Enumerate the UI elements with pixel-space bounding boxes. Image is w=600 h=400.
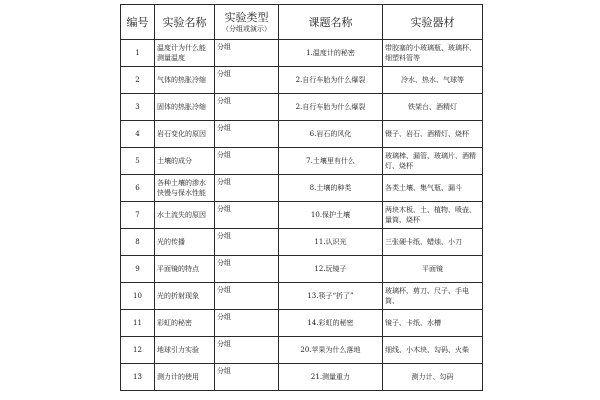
row-experiment-type: 分组 xyxy=(215,121,279,148)
row-topic: 10.保护土壤 xyxy=(279,202,383,229)
row-experiment-name: 彩虹的秘密 xyxy=(155,310,215,337)
row-topic: 21.测量重力 xyxy=(279,364,383,391)
row-topic: 13.筷子“折了” xyxy=(279,283,383,310)
row-equipment: 镊子、岩石、酒精灯、烧杯 xyxy=(383,121,483,148)
table-row xyxy=(121,283,483,310)
row-equipment: 测力计、勾码 xyxy=(383,364,483,391)
row-experiment-type: 分组 xyxy=(215,148,279,175)
header-id: 编号 xyxy=(121,5,155,40)
row-equipment: 带胶塞的小玻璃瓶、玻璃杯、细塑料管等 xyxy=(383,40,483,67)
row-experiment-type: 分组 xyxy=(215,283,279,310)
row-topic: 2.自行车胎为什么爆裂 xyxy=(279,67,383,94)
row-topic: 2.自行车胎为什么爆裂 xyxy=(279,94,383,121)
header-name: 实验名称 xyxy=(155,5,215,40)
table-row xyxy=(121,175,483,202)
experiment-table xyxy=(120,4,483,391)
table-row xyxy=(121,310,483,337)
row-experiment-name: 气体的热胀冷缩 xyxy=(155,67,215,94)
row-experiment-type: 分组 xyxy=(215,67,279,94)
table-row xyxy=(121,202,483,229)
row-experiment-name: 光的传播 xyxy=(155,229,215,256)
row-experiment-type: 分组 xyxy=(215,256,279,283)
row-equipment: 三张硬卡纸、蜡烛、小刀 xyxy=(383,229,483,256)
table-row xyxy=(121,229,483,256)
row-experiment-name: 光的折射现象 xyxy=(155,283,215,310)
row-experiment-name: 岩石变化的原因 xyxy=(155,121,215,148)
row-experiment-name: 温度计为什么能测量温度 xyxy=(155,40,215,67)
row-id: 5 xyxy=(121,148,155,175)
row-id: 13 xyxy=(121,364,155,391)
row-id: 7 xyxy=(121,202,155,229)
row-id: 4 xyxy=(121,121,155,148)
header-type-label: 实验类型 xyxy=(224,10,269,24)
table-row xyxy=(121,148,483,175)
row-topic: 12.玩镜子 xyxy=(279,256,383,283)
row-equipment: 玻璃杯、剪刀、尺子、手电筒、 xyxy=(383,283,483,310)
row-experiment-name: 测力计的使用 xyxy=(155,364,215,391)
row-topic: 7.土壤里有什么 xyxy=(279,148,383,175)
table-row xyxy=(121,40,483,67)
row-experiment-type: 分组 xyxy=(215,202,279,229)
header-equipment: 实验器材 xyxy=(383,5,483,40)
row-topic: 20.苹果为什么落地 xyxy=(279,337,383,364)
row-topic: 11.认识光 xyxy=(279,229,383,256)
row-id: 12 xyxy=(121,337,155,364)
row-id: 3 xyxy=(121,94,155,121)
row-experiment-name: 各种土壤的渗水快慢与保水性能 xyxy=(155,175,215,202)
row-experiment-type: 分组 xyxy=(215,175,279,202)
header-topic: 课题名称 xyxy=(279,5,383,40)
header-type xyxy=(215,5,279,40)
row-id: 1 xyxy=(121,40,155,67)
table-row xyxy=(121,121,483,148)
row-experiment-type: 分组 xyxy=(215,310,279,337)
row-experiment-type: 分组 xyxy=(215,229,279,256)
row-topic: 6.岩石的风化 xyxy=(279,121,383,148)
table-row xyxy=(121,256,483,283)
row-equipment: 细线、小木块、勾码、火柴 xyxy=(383,337,483,364)
experiment-table-document xyxy=(120,4,482,391)
row-experiment-type: 分组 xyxy=(215,337,279,364)
row-topic: 8.土壤的种类 xyxy=(279,175,383,202)
row-id: 6 xyxy=(121,175,155,202)
row-equipment: 平面镜 xyxy=(383,256,483,283)
row-equipment: 镜子、卡纸、水槽 xyxy=(383,310,483,337)
row-id: 8 xyxy=(121,229,155,256)
header-type-note: （分组或演示） xyxy=(222,24,271,33)
row-equipment: 玻璃棒、漏管、玻璃片、酒精灯、烧杯 xyxy=(383,148,483,175)
row-equipment: 各类土壤、集气瓶、漏斗 xyxy=(383,175,483,202)
table-row xyxy=(121,67,483,94)
row-experiment-name: 水土流失的原因 xyxy=(155,202,215,229)
table-row xyxy=(121,364,483,391)
row-id: 2 xyxy=(121,67,155,94)
row-experiment-name: 平面镜的特点 xyxy=(155,256,215,283)
row-experiment-type: 分组 xyxy=(215,94,279,121)
row-id: 11 xyxy=(121,310,155,337)
row-experiment-name: 地球引力实验 xyxy=(155,337,215,364)
row-topic: 1.温度计的秘密 xyxy=(279,40,383,67)
row-id: 10 xyxy=(121,283,155,310)
table-row xyxy=(121,94,483,121)
row-experiment-name: 固体的热胀冷缩 xyxy=(155,94,215,121)
row-equipment: 冷水、热水、气球等 xyxy=(383,67,483,94)
row-topic: 14.彩虹的秘密 xyxy=(279,310,383,337)
row-equipment: 两块木板、土、植物、喷壶、量筒、烧杯 xyxy=(383,202,483,229)
row-experiment-type: 分组 xyxy=(215,40,279,67)
header-row xyxy=(121,5,483,40)
table-row xyxy=(121,337,483,364)
row-equipment: 铁架台、酒精灯 xyxy=(383,94,483,121)
row-experiment-name: 土壤的成分 xyxy=(155,148,215,175)
row-id: 9 xyxy=(121,256,155,283)
row-experiment-type: 分组 xyxy=(215,364,279,391)
